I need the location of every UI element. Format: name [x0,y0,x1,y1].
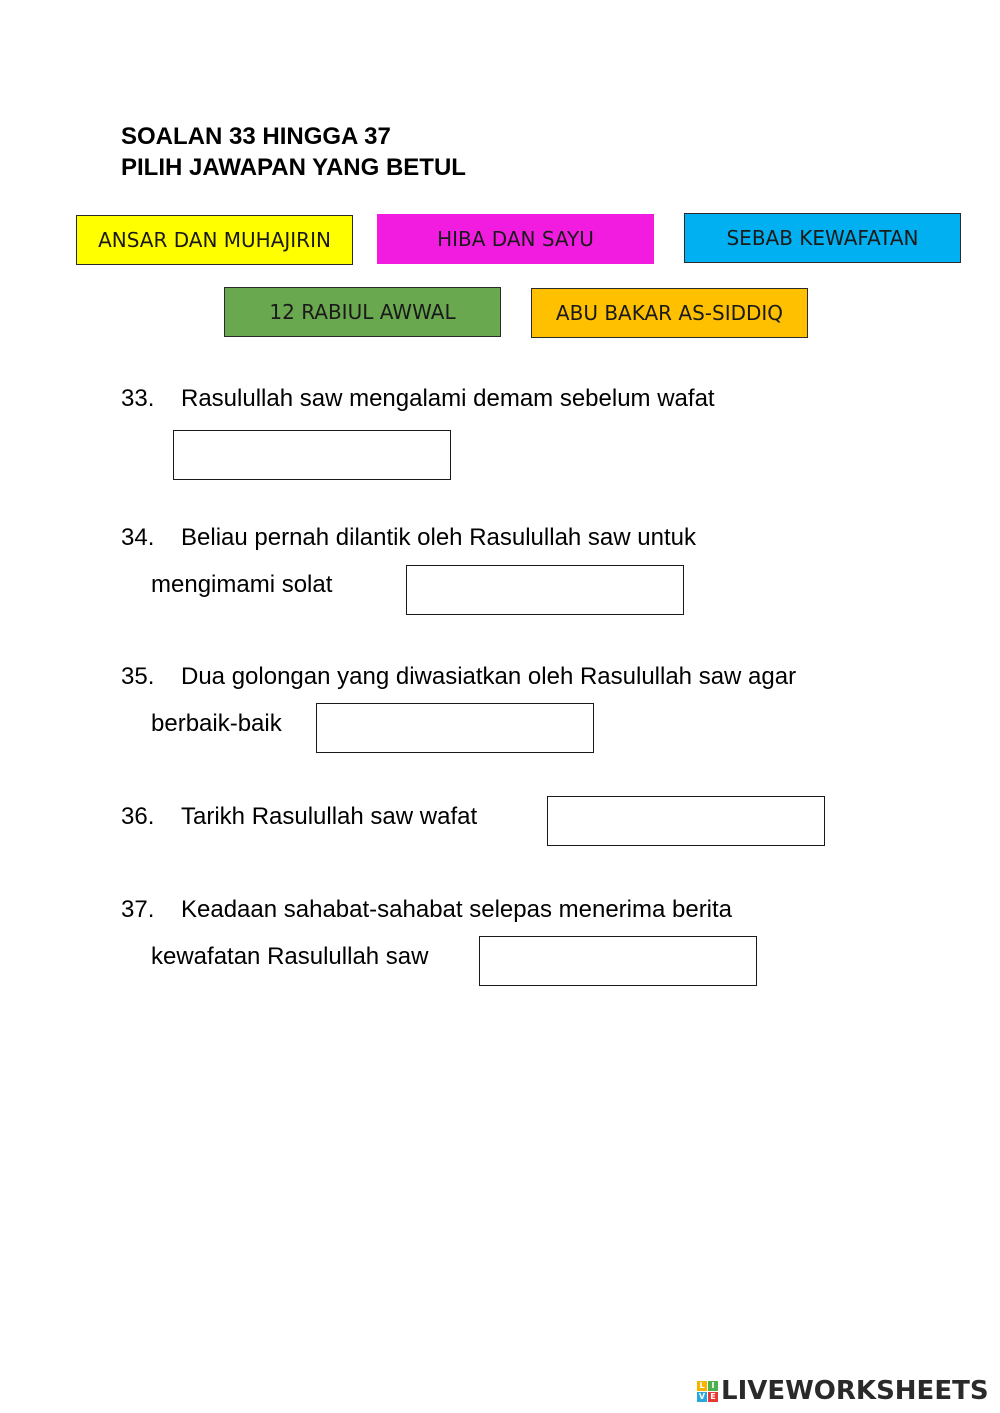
option-chip-abu-bakar-as-siddiq[interactable]: ABU BAKAR AS-SIDDIQ [531,288,808,338]
question-number: 33. [121,385,155,412]
question-37 [121,896,732,924]
question-number: 36. [121,803,155,830]
logo-letter: I [708,1381,718,1391]
logo-letter: V [698,1391,706,1401]
question-text: Keadaan sahabat-sahabat selepas menerima berita [181,896,733,923]
instruction-text: PILIH JAWAPAN YANG BETUL [121,154,466,181]
answer-box-37[interactable] [479,936,757,986]
liveworksheets-logo [697,1376,989,1406]
question-text-continued: kewafatan Rasulullah saw [151,943,429,970]
question-36 [121,803,477,831]
question-35 [121,663,796,691]
logo-text: LIVEWORKSHEETS [721,1376,989,1406]
logo-letter: E [708,1392,718,1402]
question-text: Rasulullah saw mengalami demam sebelum wafat [181,385,715,412]
option-chip-12-rabiul-awwal[interactable]: 12 RABIUL AWWAL [224,287,501,337]
answer-box-36[interactable] [547,796,825,846]
question-number: 35. [121,663,155,690]
option-chip-ansar-dan-muhajirin[interactable]: ANSAR DAN MUHAJIRIN [76,215,353,265]
question-number: 34. [121,524,155,551]
question-text-continued: mengimami solat [151,571,333,598]
question-text: Tarikh Rasulullah saw wafat [181,803,478,830]
answer-box-34[interactable] [406,565,684,615]
page-title: SOALAN 33 HINGGA 37 [121,123,391,150]
answer-box-35[interactable] [316,703,594,753]
logo-letter: L [697,1381,707,1391]
question-34 [121,524,696,552]
question-text-continued: berbaik-baik [151,710,282,737]
question-33 [121,385,715,413]
question-text: Dua golongan yang diwasiatkan oleh Rasulullah saw agar [181,663,797,690]
answer-box-33[interactable] [173,430,451,480]
question-text: Beliau pernah dilantik oleh Rasulullah saw untuk [181,524,696,551]
question-number: 37. [121,896,155,923]
option-chip-hiba-dan-sayu[interactable]: HIBA DAN SAYU [377,214,654,264]
option-chip-sebab-kewafatan[interactable]: SEBAB KEWAFATAN [684,213,961,263]
logo-mark-icon [697,1381,718,1402]
